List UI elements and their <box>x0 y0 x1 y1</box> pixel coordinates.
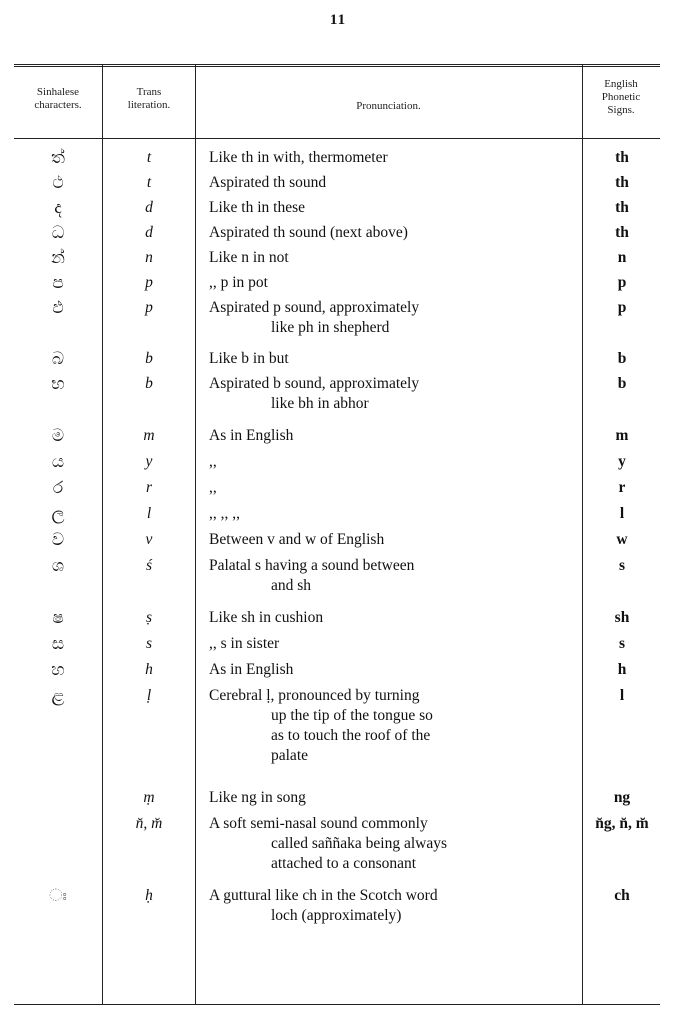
phonetic-sign: y <box>618 453 626 470</box>
sinhalese-char: ඵ <box>52 298 64 318</box>
pronunciation-text: Between v and w of English <box>209 531 385 548</box>
transliteration: ḥ <box>145 887 153 904</box>
sinhalese-char: ප <box>52 273 64 293</box>
transliteration: m <box>143 427 155 444</box>
phonetic-sign: s <box>618 635 626 652</box>
sinhalese-char: ර <box>52 478 64 498</box>
sinhalese-char: ය <box>51 452 65 472</box>
header-sinhalese: Sinhalese characters. <box>34 86 82 111</box>
sinhalese-char: ව <box>51 530 65 550</box>
transliteration: n̆, m̆ <box>135 815 163 832</box>
transliteration: ś <box>145 557 153 574</box>
phonetic-sign: p <box>617 299 627 316</box>
phonetic-sign: n̆g, n̆, m̆ <box>595 815 649 832</box>
header-bottom-rule <box>14 138 660 139</box>
sinhalese-char: ෂ <box>52 608 64 628</box>
transliteration: p <box>145 299 153 316</box>
transliteration: h <box>145 661 153 678</box>
column-divider <box>582 64 583 1005</box>
pronunciation-text: Aspirated th sound <box>209 174 327 191</box>
transliteration: v <box>145 531 153 548</box>
table-bottom-rule <box>14 1004 660 1005</box>
phonetic-sign: th <box>615 224 629 241</box>
transliteration: ṃ <box>143 789 155 806</box>
phonetic-sign: l <box>619 687 625 704</box>
sinhalese-char: ළ <box>51 686 65 706</box>
transliteration: t <box>146 149 152 166</box>
pronunciation-text: Like n in not <box>209 249 289 266</box>
header-transliteration: Trans literation. <box>127 86 171 111</box>
transliteration: ṣ <box>145 609 153 626</box>
pronunciation-text: Aspirated th sound (next above) <box>209 224 408 241</box>
pronunciation-text: Aspirated b sound, approximately like bh in abhor <box>209 375 420 412</box>
pronunciation-text: ,, ,, ,, <box>209 505 240 522</box>
phonetic-sign: p <box>617 274 627 291</box>
pronunciation-text: Like b in but <box>209 350 289 367</box>
phonetic-sign: w <box>616 531 628 548</box>
sinhalese-char: හ <box>51 660 65 680</box>
pronunciation-text: ,, <box>209 479 217 496</box>
pronunciation-text: ,, <box>209 453 217 470</box>
table-top-rule-double <box>14 66 660 67</box>
header-pronunciation: Pronunciation. <box>356 100 421 112</box>
phonetic-sign: th <box>615 199 629 216</box>
transliteration: l <box>146 505 152 522</box>
sinhalese-char: ම <box>51 426 65 446</box>
sinhalese-char: භ <box>51 374 65 394</box>
pronunciation-text: Palatal s having a sound between and sh <box>209 557 415 594</box>
pronunciation-text: Like ng in song <box>209 789 306 806</box>
phonetic-sign: n <box>617 249 627 266</box>
pronunciation-text: Cerebral ḷ, pronounced by turning up the tip of the tongue so as to touch the roof of the palate <box>209 687 433 764</box>
transliteration: p <box>145 274 153 291</box>
phonetic-sign: th <box>615 174 629 191</box>
phonetic-sign: r <box>618 479 626 496</box>
sinhalese-char: ත් <box>51 148 65 168</box>
transliteration: t <box>146 174 152 191</box>
sinhalese-char: ල <box>51 504 65 524</box>
phonetic-sign: th <box>615 149 629 166</box>
pronunciation-table <box>14 64 660 1006</box>
pronunciation-text: Like sh in cushion <box>209 609 324 626</box>
pronunciation-text: A guttural like ch in the Scotch word loch (approximately) <box>209 887 438 924</box>
transliteration: s <box>145 635 153 652</box>
pronunciation-text: ,, p in pot <box>209 274 268 291</box>
phonetic-sign: b <box>617 350 627 367</box>
pronunciation-text: Like th in with, thermometer <box>209 149 388 166</box>
phonetic-sign: sh <box>614 609 630 626</box>
sinhalese-char: බ <box>51 349 65 369</box>
phonetic-sign: m <box>615 427 629 444</box>
transliteration: d <box>145 199 153 216</box>
transliteration: n <box>145 249 153 266</box>
sinhalese-char: ධ <box>51 223 65 243</box>
pronunciation-text: A soft semi-nasal sound commonly called saññaka being always attached to a consonant <box>209 815 448 872</box>
table-top-rule <box>14 64 660 65</box>
pronunciation-text: Aspirated p sound, approximately like ph in shepherd <box>209 299 420 336</box>
sinhalese-char: න් <box>51 248 65 268</box>
sinhalese-char: ඃ <box>49 886 67 906</box>
transliteration: ḷ <box>146 687 152 704</box>
pronunciation-text: Like th in these <box>209 199 305 216</box>
phonetic-sign: b <box>617 375 627 392</box>
sinhalese-char: ස <box>51 634 65 654</box>
pronunciation-text: As in English <box>209 661 294 678</box>
transliteration: y <box>145 453 153 470</box>
page-number: 11 <box>329 12 347 28</box>
pronunciation-text: ,, s in sister <box>209 635 280 652</box>
sinhalese-char: ථ <box>52 173 64 193</box>
transliteration: b <box>145 375 153 392</box>
phonetic-sign: h <box>617 661 627 678</box>
transliteration: b <box>145 350 153 367</box>
pronunciation-text: As in English <box>209 427 294 444</box>
phonetic-sign: s <box>618 557 626 574</box>
phonetic-sign: ng <box>613 789 631 806</box>
transliteration: d <box>145 224 153 241</box>
sinhalese-char: ද <box>54 198 62 218</box>
phonetic-sign: ch <box>614 887 630 904</box>
transliteration: r <box>145 479 153 496</box>
sinhalese-char: ශ <box>51 556 65 576</box>
phonetic-sign: l <box>619 505 625 522</box>
header-english-phonetic: English Phonetic Signs. <box>601 78 641 116</box>
